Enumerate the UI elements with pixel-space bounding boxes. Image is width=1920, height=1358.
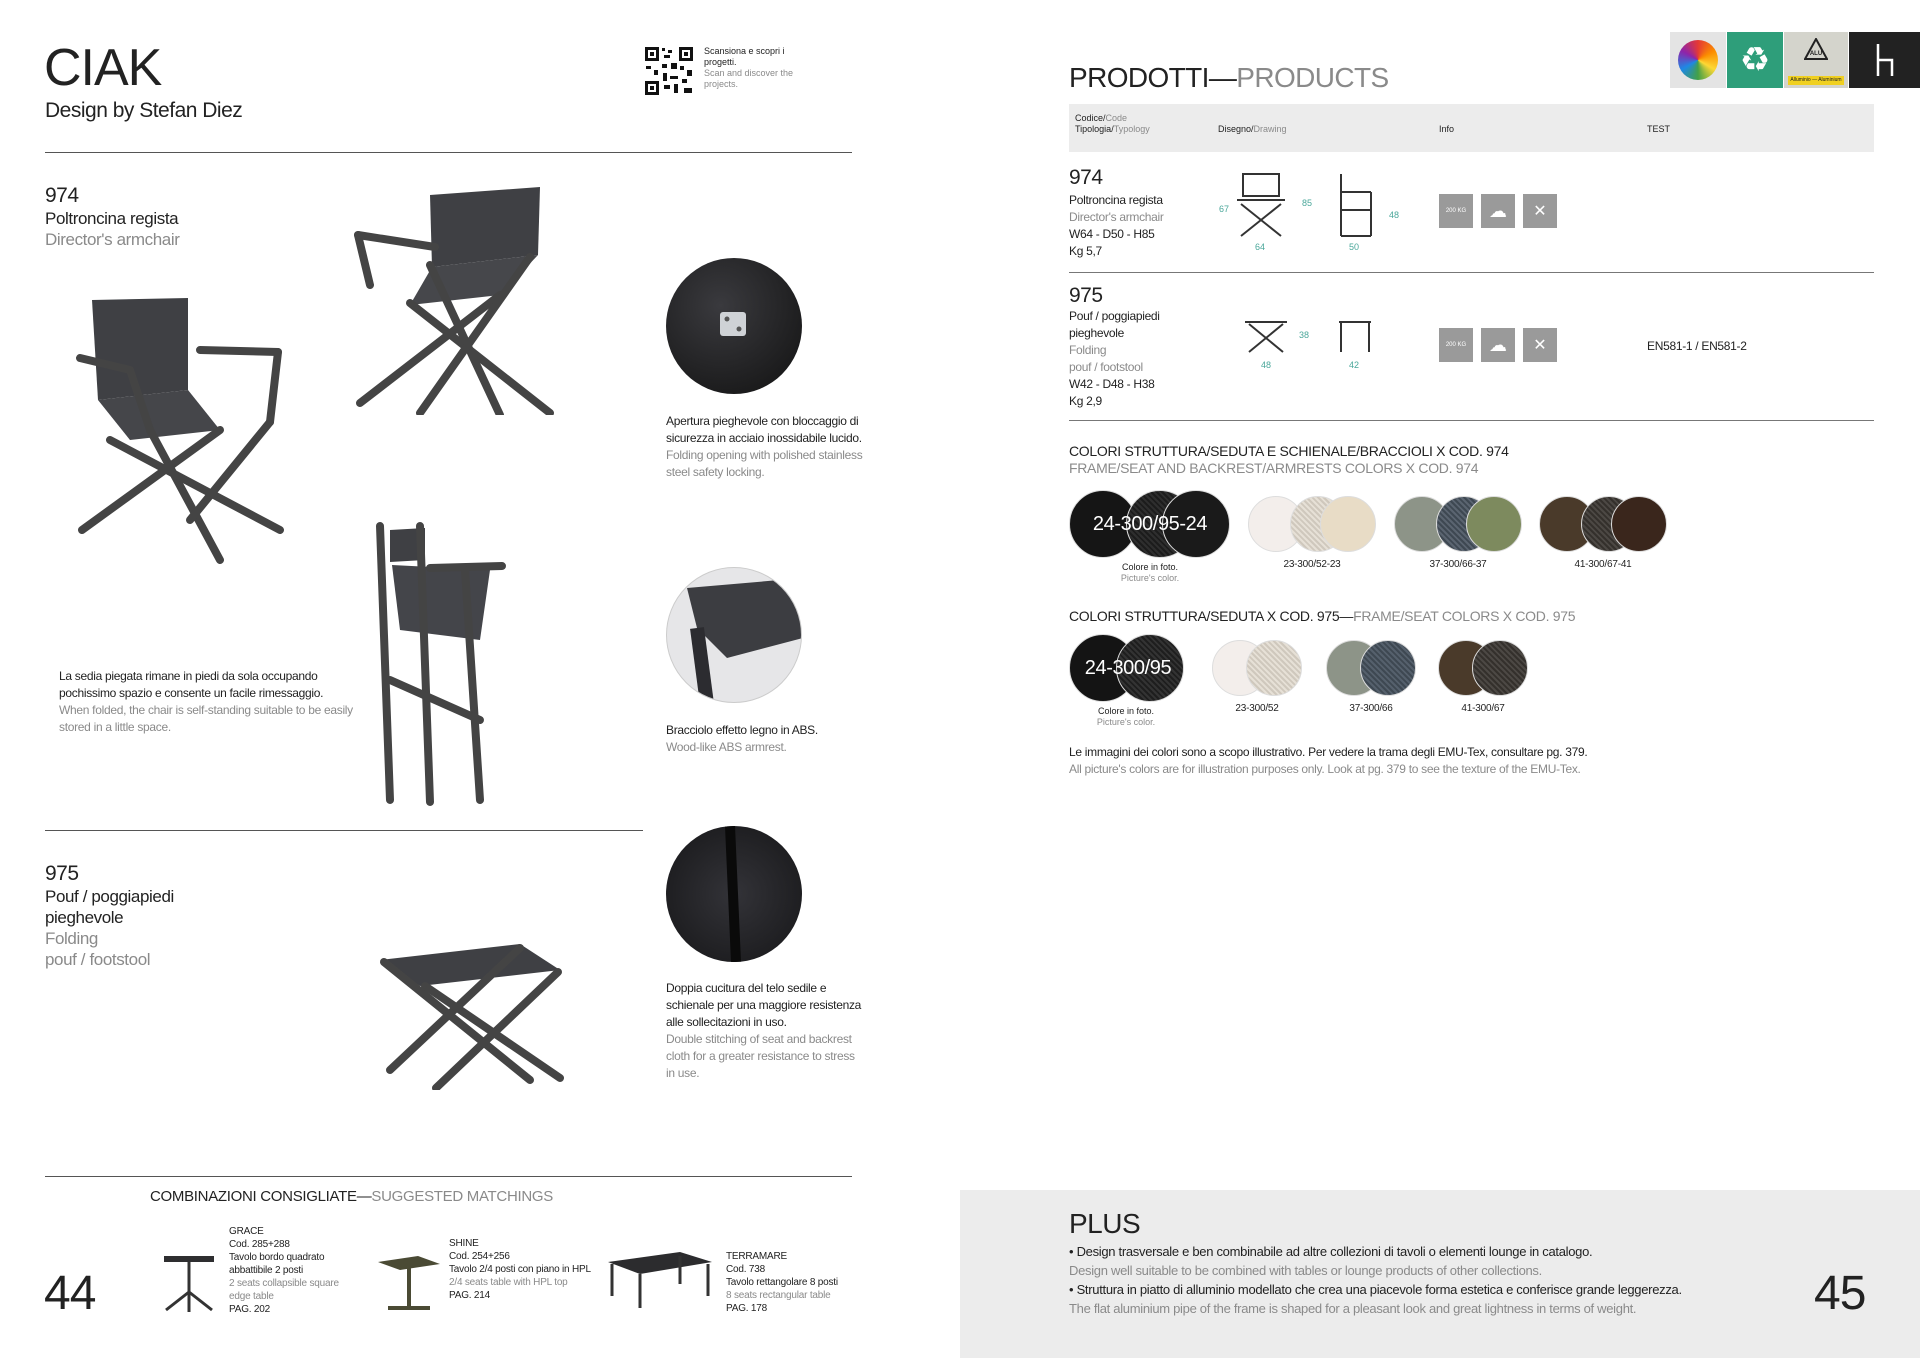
detail-lock-it: Apertura pieghevole con bloccaggio di sicurezza in acciaio inossidabile lucido. <box>666 414 862 445</box>
th-drawing-en: Drawing <box>1253 124 1287 134</box>
matching-terramare[interactable] <box>726 1250 856 1315</box>
dim-975-h1: 38 <box>1299 330 1310 340</box>
foldable-icon: ✕ <box>1523 194 1557 228</box>
row-974-code: 974 <box>1069 166 1103 189</box>
matching-shine[interactable] <box>449 1237 594 1302</box>
swatch-975-1-note-it: Colore in foto. <box>1097 706 1155 716</box>
grace-table-photo <box>158 1256 218 1312</box>
row-975-name-en1: Folding <box>1069 343 1107 357</box>
qr-caption-en: Scan and discover the projects. <box>704 68 794 89</box>
product-975-name-en2: pouf / footstool <box>45 950 151 969</box>
disclaimer-en: All picture's colors are for illustration purposes only. Look at pg. 379 to see the texture of the EMU-Tex. <box>1069 762 1581 776</box>
th-type-it: Tipologia/ <box>1075 124 1114 134</box>
product-table-header <box>1069 104 1874 152</box>
page-number-left: 44 <box>44 1267 96 1320</box>
products-title-dash: — <box>1208 62 1237 93</box>
swatch-975-3-code: 37-300/66 <box>1349 703 1393 714</box>
swatch-975-2b[interactable] <box>1246 640 1302 696</box>
swatch-975-4-code: 41-300/67 <box>1461 703 1505 714</box>
load-weight-icon <box>1439 328 1473 362</box>
swatch-975-4b[interactable] <box>1472 640 1528 696</box>
plus-bullet2-en: The flat aluminium pipe of the frame is shaped for a pleasant look and great lightness in terms of weight. <box>1069 1301 1637 1316</box>
product-974-name-it: Poltroncina regista <box>45 209 179 228</box>
dim-974-h3: 48 <box>1389 210 1400 220</box>
detail-armrest-it: Bracciolo effetto legno in ABS. <box>666 723 818 737</box>
designer-credit: Design by Stefan Diez <box>45 99 243 122</box>
row-divider <box>1069 420 1874 421</box>
row-974-dims: W64 - D50 - H85 <box>1069 227 1155 241</box>
swatch-975-2-code: 23-300/52 <box>1235 703 1279 714</box>
swatch-974-3-code: 37-300/66-37 <box>1429 559 1487 570</box>
dim-974-w1: 64 <box>1255 242 1266 252</box>
dim-974-h2: 85 <box>1302 198 1313 208</box>
product-975-name-it1: Pouf / poggiapiedi <box>45 887 174 906</box>
table-row <box>1069 164 1874 272</box>
swatch-974-1-note-en: Picture's color. <box>1120 573 1180 583</box>
weather-resistant-icon: ☁ <box>1481 328 1515 362</box>
chair-symbol-icon <box>1870 40 1900 80</box>
footstool-photo <box>370 940 570 1090</box>
dim-975-w2: 42 <box>1349 360 1360 370</box>
alu-badge <box>1784 32 1848 88</box>
weather-resistant-icon: ☁ <box>1481 194 1515 228</box>
detail-stitching-it: Doppia cucitura del telo sedile e schienale per una maggiore resistenza alle sollecitazioni in uso. <box>666 981 862 1029</box>
armchair-photo-side <box>350 185 560 415</box>
matching-terramare-pag: PAG. 178 <box>726 1303 768 1314</box>
swatch-974-3c[interactable] <box>1466 496 1522 552</box>
folded-chair-photo <box>370 520 520 810</box>
row-975-code: 975 <box>1069 284 1103 307</box>
drawing-974-side <box>1331 170 1381 240</box>
swatch-974-4c[interactable] <box>1611 496 1667 552</box>
terramare-table-photo <box>608 1252 712 1310</box>
matching-grace-en: 2 seats collapsible square edge table <box>229 1278 339 1302</box>
plus-bullet2-it: • Struttura in piatto di alluminio modellato che crea una piacevole forma estetica e conferisce grande leggerezza. <box>1069 1282 1682 1297</box>
alu-badge-code: ALU <box>1809 51 1823 57</box>
top-divider <box>45 152 852 153</box>
row-974-name-it: Poltroncina regista <box>1069 193 1163 207</box>
row-975-weight: Kg 2,9 <box>1069 394 1102 408</box>
matching-grace-it: Tavolo bordo quadrato abbattibile 2 posti <box>229 1252 325 1276</box>
matching-terramare-name: TERRAMARE <box>726 1251 787 1262</box>
detail-photo-lock <box>666 258 802 394</box>
alu-badge-label: Alluminio — Aluminium <box>1788 76 1844 85</box>
recycle-badge <box>1727 32 1783 88</box>
row-975-name-it1: Pouf / poggiapiedi <box>1069 309 1160 323</box>
swatch-974-1-note-it: Colore in foto. <box>1121 562 1179 572</box>
swatch-974-4-code: 41-300/67-41 <box>1574 559 1632 570</box>
matching-shine-name: SHINE <box>449 1238 479 1249</box>
row-975-test: EN581-1 / EN581-2 <box>1647 339 1747 353</box>
product-975-name-en1: Folding <box>45 929 98 948</box>
plus-panel <box>960 1190 1920 1358</box>
drawing-975-front <box>1243 318 1289 354</box>
th-code-en: Code <box>1105 113 1128 123</box>
armchair-photo-front <box>70 290 300 570</box>
shine-table-photo <box>378 1256 440 1312</box>
detail-armrest-en: Wood-like ABS armrest. <box>666 740 787 754</box>
colors-974-title-en: FRAME/SEAT AND BACKREST/ARMRESTS COLORS X COD. 974 <box>1069 460 1479 476</box>
foldable-icon: ✕ <box>1523 328 1557 362</box>
dim-975-w1: 48 <box>1261 360 1272 370</box>
swatch-975-1-code: 24-300/95 <box>1084 657 1172 679</box>
table-row <box>1069 282 1874 417</box>
colors-975-title-en: FRAME/SEAT COLORS X COD. 975 <box>1353 608 1576 624</box>
drawing-975-side <box>1335 318 1375 354</box>
load-weight-label: 200 KG <box>1445 207 1467 214</box>
plus-bullet1-it: • Design trasversale e ben combinabile ad altre collezioni di tavoli o elementi lounge in catalogo. <box>1069 1244 1593 1259</box>
colors-974-title-it: COLORI STRUTTURA/SEDUTA E SCHIENALE/BRACCIOLI X COD. 974 <box>1069 443 1509 459</box>
colors-975-title-it: COLORI STRUTTURA/SEDUTA X COD. 975 <box>1069 608 1340 624</box>
folded-note-en: When folded, the chair is self-standing suitable to be easily stored in a little space. <box>59 703 353 734</box>
swatch-975-3b[interactable] <box>1360 640 1416 696</box>
th-type-en: Typology <box>1113 124 1150 134</box>
matching-terramare-cod: Cod. 738 <box>726 1264 765 1275</box>
th-info: Info <box>1439 124 1455 134</box>
matching-grace-cod: Cod. 285+288 <box>229 1239 290 1250</box>
row-974-weight: Kg 5,7 <box>1069 244 1102 258</box>
matching-shine-en: 2/4 seats table with HPL top <box>449 1277 568 1288</box>
matching-shine-cod: Cod. 254+256 <box>449 1251 510 1262</box>
dim-974-w2: 50 <box>1349 242 1360 252</box>
products-title-en: PRODUCTS <box>1236 62 1389 93</box>
matching-grace-pag: PAG. 202 <box>229 1304 271 1315</box>
products-title-it: PRODOTTI <box>1069 62 1209 93</box>
detail-lock-en: Folding opening with polished stainless steel safety locking. <box>666 448 863 479</box>
matching-grace[interactable] <box>229 1225 359 1316</box>
matchings-title-it: COMBINAZIONI CONSIGLIATE <box>150 1188 357 1205</box>
color-wheel-icon <box>1678 40 1718 80</box>
matching-terramare-en: 8 seats rectangular table <box>726 1290 831 1301</box>
plus-title: PLUS <box>1069 1208 1141 1239</box>
th-code-it: Codice/ <box>1075 113 1106 123</box>
matching-grace-name: GRACE <box>229 1226 264 1237</box>
mid-divider <box>45 830 643 831</box>
load-weight-icon <box>1439 194 1473 228</box>
matching-shine-it: Tavolo 2/4 posti con piano in HPL <box>449 1264 591 1275</box>
colors-975-title-dash: — <box>1339 608 1354 624</box>
page-number-right: 45 <box>1814 1267 1866 1320</box>
recycle-icon: ♻ <box>1739 41 1771 79</box>
qr-caption-it: Scansiona e scopri i progetti. <box>704 46 785 67</box>
qr-code[interactable] <box>644 46 694 96</box>
swatch-974-2-code: 23-300/52-23 <box>1283 559 1341 570</box>
th-test: TEST <box>1647 124 1671 134</box>
matching-shine-pag: PAG. 214 <box>449 1290 491 1301</box>
detail-photo-stitching <box>666 826 802 962</box>
product-975-code: 975 <box>45 862 79 885</box>
row-divider <box>1069 272 1874 273</box>
plus-bullet1-en: Design well suitable to be combined with tables or lounge products of other collections. <box>1069 1263 1542 1278</box>
row-975-name-en2: pouf / footstool <box>1069 360 1143 374</box>
swatch-974-2c[interactable] <box>1320 496 1376 552</box>
page-title: CIAK <box>44 39 162 97</box>
detail-photo-armrest <box>666 567 802 703</box>
matchings-dash: — <box>356 1188 372 1205</box>
row-975-name-it2: pieghevole <box>1069 326 1125 340</box>
drawing-974-front <box>1231 170 1291 240</box>
product-974-code: 974 <box>45 184 79 207</box>
folded-note-it: La sedia piegata rimane in piedi da sola occupando pochissimo spazio e consente un facile rimessaggio. <box>59 669 324 700</box>
matching-terramare-it: Tavolo rettangolare 8 posti <box>726 1277 838 1288</box>
color-wheel-badge <box>1670 32 1726 88</box>
detail-stitching-en: Double stitching of seat and backrest cloth for a greater resistance to stress in use. <box>666 1032 855 1080</box>
product-975-name-it2: pieghevole <box>45 908 124 927</box>
row-975-dims: W42 - D48 - H38 <box>1069 377 1155 391</box>
disclaimer-it: Le immagini dei colori sono a scopo illustrativo. Per vedere la trama degli EMU-Tex, consultare pg. 379. <box>1069 745 1588 759</box>
swatch-974-1-code: 24-300/95-24 <box>1092 513 1208 535</box>
th-drawing-it: Disegno/ <box>1218 124 1254 134</box>
load-weight-label: 200 KG <box>1445 341 1467 348</box>
matchings-title-en: SUGGESTED MATCHINGS <box>371 1188 553 1205</box>
dim-974-h1: 67 <box>1219 204 1230 214</box>
bottom-divider <box>45 1176 852 1177</box>
row-974-name-en: Director's armchair <box>1069 210 1164 224</box>
swatch-975-1-note-en: Picture's color. <box>1096 717 1156 727</box>
chair-symbol-badge <box>1849 32 1920 88</box>
product-974-name-en: Director's armchair <box>45 230 180 249</box>
